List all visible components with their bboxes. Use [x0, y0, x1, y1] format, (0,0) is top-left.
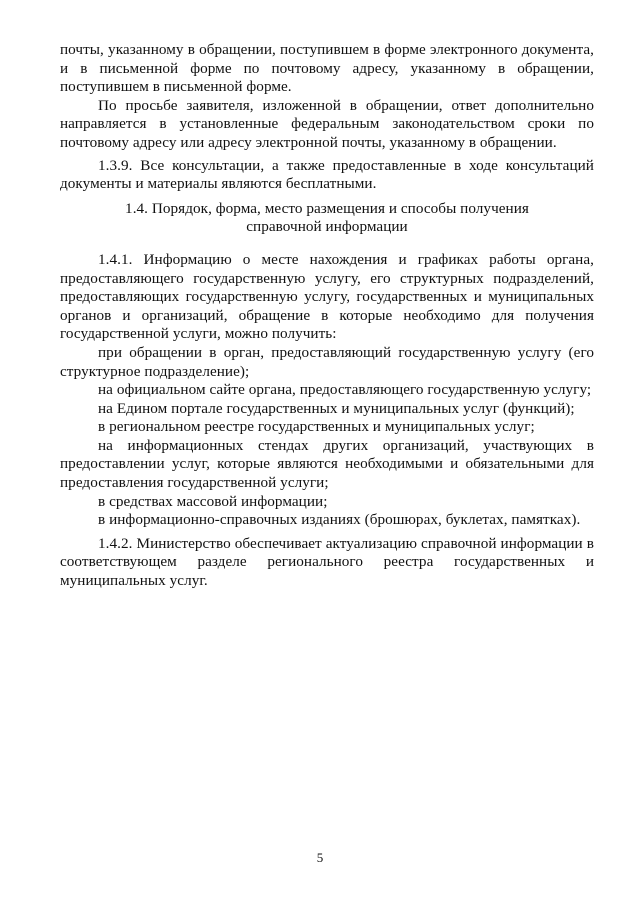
list-item-information-stands: на информационных стендах других организаций, участвующих в предоставлении услуг, которые являются необходимыми и обязательными для предоставления государственной услуги;	[60, 436, 594, 492]
paragraph-1-4-2-ministry-updates: 1.4.2. Министерство обеспечивает актуализацию справочной информации в соответствующем разделе регионального реестра государственных и муниципальных услуг.	[60, 534, 594, 590]
list-item-mass-media: в средствах массовой информации;	[98, 492, 328, 510]
document-body	[60, 41, 594, 591]
paragraph-additional-reply: По просьбе заявителя, изложенной в обращении, ответ дополнительно направляется в установленные федеральным законодательством сроки по почтовому адресу или адресу электронной почты, указанному в обращении.	[60, 96, 594, 151]
paragraph-continuation-email: почты, указанному в обращении, поступившем в форме электронного документа, и в письменной форме по почтовому адресу, указанному в обращении, поступившем в письменной форме.	[60, 41, 594, 96]
paragraph-1-3-9-free-consultations: 1.3.9. Все консультации, а также предоставленные в ходе консультаций документы и материалы являются бесплатными.	[60, 156, 594, 193]
list-item-unified-portal: на Едином портале государственных и муниципальных услуг (функций);	[98, 399, 575, 417]
list-item-official-website: на официальном сайте органа, предоставляющего государственную услугу;	[98, 381, 592, 399]
list-item-direct-request: при обращении в орган, предоставляющий государственную услугу (его структурное подразделение);	[60, 343, 594, 380]
section-heading-1-4: 1.4. Порядок, форма, место размещения и способы получения справочной информации	[125, 199, 529, 236]
page-number: 5	[316, 850, 324, 865]
list-item-reference-publications: в информационно-справочных изданиях (брошюрах, буклетах, памятках).	[98, 511, 581, 529]
list-item-regional-registry: в региональном реестре государственных и муниципальных услуг;	[98, 418, 535, 436]
paragraph-1-4-1-information-sources: 1.4.1. Информацию о месте нахождения и графиках работы органа, предоставляющего государственную услугу, его структурных подразделений, предоставляющих государственную услугу, государственных и муниципальных органов и организаций, обращение в которые необходимо для получения государственной услуги, можно получить:	[60, 250, 594, 343]
